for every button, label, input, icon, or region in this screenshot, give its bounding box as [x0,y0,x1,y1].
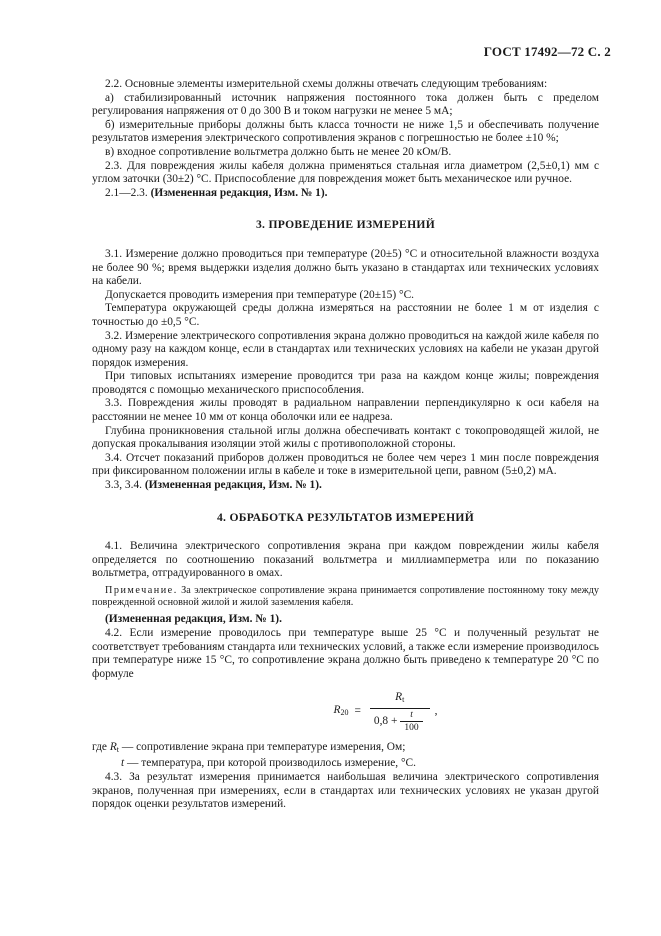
paragraph-text: а) стабилизированный источник напряжения постоянного тока должен быть с пределом регулирования напряжения от 0 до 300 В и током нагрузки не менее 5 мА; [92,91,599,118]
amendment-note: (Измененная редакция, Изм. № 1). [105,613,282,626]
paragraph-text: б) измерительные приборы должны быть класса точности не ниже 1,5 и обеспечивать получение результатов измерения электрического сопротивления экранов с погрешностью не более ±10 %; [92,118,599,145]
paragraph-text: 3.1. Измерение должно проводиться при температуре (20±5) °С и относительной влажности воздуха не более 90 %; время выдержки изделия должно быть указано в стандартах или технических условиях на кабели. [92,247,599,288]
paragraph [92,78,599,92]
paragraph-text: При типовых испытаниях измерение проводится три раза на каждом конце жилы; повреждения проводятся с помощью механического приспособления. [92,370,599,396]
paragraph [92,330,599,371]
formula [92,691,599,733]
paragraph-text: 3.2. Измерение электрического сопротивления экрана должно проводиться на каждой жиле кабеля по одному разу на каждом конце, если в стандартах или технических условиях на кабели не указан другой порядок измерения. [92,329,599,369]
formula-inner-fraction: $\frac{t}{100}$ [400,710,422,733]
section-heading: 3. ПРОВЕДЕНИЕ ИЗМЕРЕНИЙ [255,218,436,232]
formula-denominator [370,708,430,733]
section-heading: 4. ОБРАБОТКА РЕЗУЛЬТАТОВ ИЗМЕРЕНИЙ [216,510,475,524]
where-prefix: где [92,740,107,753]
where-symbol: $R_t$ [109,740,120,754]
formula-comma: , [434,705,438,718]
formula-numerator: $R_t$ [395,691,405,705]
amendment-ref [92,187,599,201]
where-text: — температура, при которой производилось измерение, °С. [127,756,416,769]
where-line [92,741,599,757]
formula-equals: = [354,705,361,718]
paragraph [92,771,599,812]
paragraph [92,425,599,452]
where-symbol: t [121,756,125,769]
paragraph [92,370,599,397]
page-header: ГОСТ 17492—72 С. 2 [483,44,611,59]
paragraph [92,146,599,160]
formula-fraction [370,691,430,733]
where-text: — сопротивление экрана при температуре измерения, Ом; [121,740,406,753]
paragraph-text: Допускается проводить измерения при температуре (20±15) °С. [105,288,415,301]
paragraph [92,540,599,581]
paragraph-text: 4.1. Величина электрического сопротивления экрана при каждом повреждении жилы кабеля определяется по соотношению показаний вольтметра и миллиамперметра или по показанию вольтметра, отградуированного в омах. [92,540,599,580]
where-line [92,757,599,771]
amendment-ref [92,479,599,493]
formula-constant: 0,8 + [373,714,398,727]
paragraph-text: 4.2. Если измерение проводилось при температуре выше 25 °С и полученный результат не соответствует требованиям стандарта или технических условий, а также если измерение производилось при температуре ниже 15 °С, то сопротивление экрана должно быть приведено к температуре 20 °С по формуле [92,627,599,680]
paragraph-text: 2.2. Основные элементы измерительной схемы должны отвечать следующим требованиям: [105,78,548,90]
paragraph-text: в) входное сопротивление вольтметра должно быть не менее 20 кОм/В. [105,145,452,158]
paragraph [92,92,599,119]
note-text: За электрическое сопротивление экрана принимается сопротивление постоянному току между поврежденной основной жилой и жилой заземления кабеля. [92,585,599,609]
note [92,585,599,609]
note-label: Примечание. [105,585,178,596]
paragraph [92,160,599,187]
paragraph [92,248,599,289]
paragraph [92,452,599,479]
formula-lhs: $R_{20}$ [333,704,349,718]
amendment-clauses: 2.1—2.3. [105,186,148,199]
paragraph-text: 2.3. Для повреждения жилы кабеля должна применяться стальная игла диаметром (2,5±0,1) мм с углом заточки (30±2) °С. Приспособление для повреждения может быть механическое или ручное. [92,159,599,186]
paragraph [92,397,599,424]
paragraph [92,627,599,681]
paragraph-text: 4.3. За результат измерения принимается наибольшая величина электрического сопротивления экранов, полученная при измерениях, если в стандартах или технических условиях не указан другой порядок оценки результатов измерений. [92,771,599,811]
paragraph-text: 3.4. Отсчет показаний приборов должен проводиться не более чем через 1 мин после повреждения при фиксированном положении иглы в кабеле и токе в измерительной цепи, равном (5±0,2) мА. [92,451,599,478]
paragraph-text: Температура окружающей среды должна измеряться на расстоянии не более 1 м от изделия с точностью до ±0,5 °С. [92,302,599,328]
document-body [92,78,599,812]
paragraph [92,302,599,329]
paragraph [92,119,599,146]
amendment-clauses: 3.3, 3.4. [105,479,143,492]
amendment-note: (Измененная редакция, Изм. № 1). [150,186,328,199]
paragraph-text: 3.3. Повреждения жилы проводят в радиальном направлении перпендикулярно к оси кабеля на расстоянии не менее 10 мм от конца оболочки или ее надреза. [92,397,599,424]
paragraph [92,289,599,303]
amendment-note: (Измененная редакция, Изм. № 1). [144,479,322,492]
paragraph-text: Глубина проникновения стальной иглы должна обеспечивать контакт с токопроводящей жилой, не допуская прокалывания изоляции этой жилы с противоположной стороны. [92,424,599,451]
